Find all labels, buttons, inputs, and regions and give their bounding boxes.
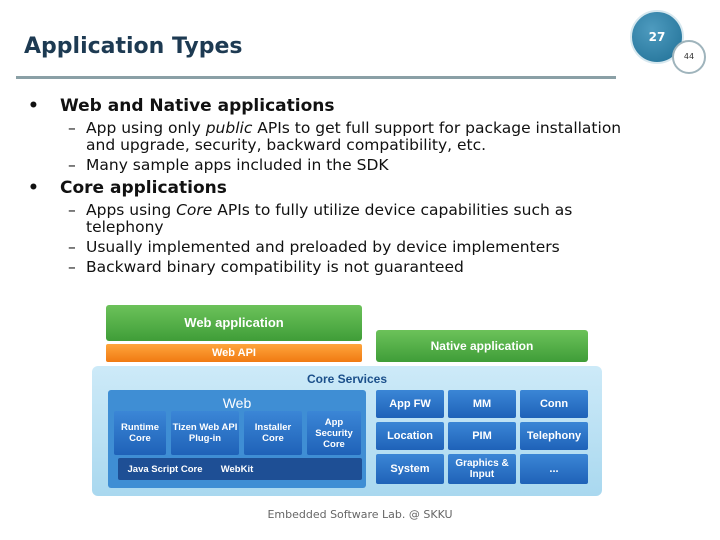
slide-footer: Embedded Software Lab. @ SKKU: [267, 508, 453, 521]
sub-text-line2: and upgrade, security, backward compatibility, etc.: [86, 136, 487, 154]
page-number-badge: 27: [630, 10, 684, 64]
web-application-layer: Web application: [106, 305, 362, 341]
sub-text: APIs to get full support for package installation: [252, 119, 622, 137]
app-fw-cell: App FW: [376, 390, 444, 418]
telephony-cell: Telephony: [520, 422, 588, 450]
sub-text: App using only: [86, 119, 206, 137]
webkit-cell: WebKit: [220, 463, 254, 475]
native-application-layer: Native application: [376, 330, 588, 362]
pim-cell: PIM: [448, 422, 516, 450]
location-cell: Location: [376, 422, 444, 450]
bullet-dot-icon: •: [28, 178, 39, 198]
runtime-core-cell: Runtime Core: [114, 411, 166, 455]
bullet-label: Web and Native applications: [60, 96, 335, 116]
bullet-label: Core applications: [60, 178, 227, 198]
sub-text: Backward binary compatibility is not guaranteed: [86, 258, 464, 276]
installer-core-cell: Installer Core: [244, 411, 302, 455]
sub-italic: Core: [176, 201, 213, 219]
sub-text: Apps using: [86, 201, 177, 219]
sub-text-line2: telephony: [86, 218, 164, 236]
mm-cell: MM: [448, 390, 516, 418]
dash-icon: –: [68, 119, 76, 137]
core-services-label: Core Services: [306, 372, 388, 386]
web-api-layer: Web API: [106, 344, 362, 362]
dash-icon: –: [68, 201, 76, 219]
sub-text: APIs to fully utilize device capabilities such as: [212, 201, 573, 219]
more-cell: ...: [520, 454, 588, 484]
graphics-input-cell: Graphics & Input: [448, 454, 516, 484]
javascript-core-cell: Java Script Core: [127, 463, 203, 475]
conn-cell: Conn: [520, 390, 588, 418]
total-pages-badge: 44: [672, 40, 706, 74]
system-cell: System: [376, 454, 444, 484]
tizen-web-api-plugin-cell: Tizen Web API Plug-in: [171, 411, 239, 455]
sub-italic: public: [205, 119, 253, 137]
dash-icon: –: [68, 156, 76, 174]
dash-icon: –: [68, 258, 76, 276]
app-security-core-cell: App Security Core: [307, 411, 361, 455]
sub-text: Many sample apps included in the SDK: [86, 156, 389, 174]
bullet-dot-icon: •: [28, 96, 39, 116]
slide-title: Application Types: [24, 34, 243, 59]
dash-icon: –: [68, 238, 76, 256]
web-label: Web: [222, 395, 252, 411]
sub-text: Usually implemented and preloaded by device implementers: [86, 238, 560, 256]
